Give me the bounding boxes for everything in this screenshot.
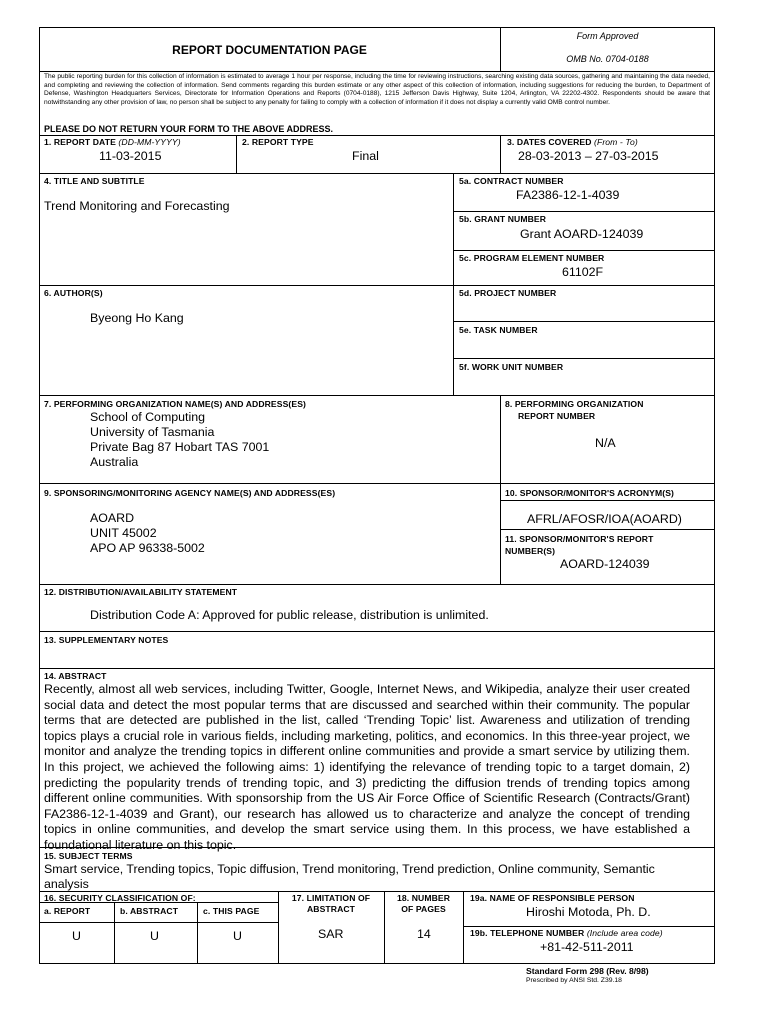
telephone-label: 19b. TELEPHONE NUMBER (Include area code): [470, 928, 663, 938]
sponsoring-agency-label: 9. SPONSORING/MONITORING AGENCY NAME(S) AND ADDRESS(ES): [44, 488, 336, 498]
authors-label: 6. AUTHOR(S): [44, 288, 103, 298]
col-line: [453, 173, 454, 395]
distribution-value: Distribution Code A: Approved for public release, distribution is unlimited.: [90, 608, 489, 622]
address-line: UNIT 45002: [90, 526, 157, 540]
address-line: APO AP 96338-5002: [90, 541, 205, 555]
abstract-class-label: b. ABSTRACT: [120, 906, 179, 916]
report-date-value: 11-03-2015: [99, 149, 162, 163]
abstract-text: Recently, almost all web services, including Twitter, Google, Internet News, and Wikipedia, analyze their user created social data and detect the most popular terms that are discussed and searched within their community. The popular terms that are detected are published in the list, called ‘Trending Topic’ list. Awareness and utilization of trending topics plays a crucial role in various fields, including marketing, politics, and economics. In this three-year project, we monitor and analyze the trending topics in different online communities and provide a smart service by utilizing them. In this project, we achieved the following aims: 1) identifying the relevance of trending topic to a target domain, 2) predicting the popularity trends of trending topic, and 3) predicting the diffusion trends of trending topics among different online communities. With sponsorship from the US Air Force Office of Scientific Research (Contracts/Grant) FA2386-12-1-4039 and Grant), our research has allowed us to characterize and analyze the concept of trending topics in online communities, and develop the smart service using them. In this process, we have established a foundational literature on this topic.: [44, 682, 690, 852]
row-line: [463, 926, 715, 927]
sponsor-report-number-value: AOARD-124039: [560, 557, 650, 571]
row-line: [39, 483, 715, 484]
limitation-value: SAR: [318, 927, 344, 941]
performing-org-label: 7. PERFORMING ORGANIZATION NAME(S) AND ADDRESS(ES): [44, 399, 307, 409]
abstract-class-value: U: [150, 929, 159, 943]
prescribed-by-label: Prescribed by ANSI Std. Z39.18: [526, 977, 622, 984]
contract-number-value: FA2386-12-1-4039: [516, 188, 620, 202]
col-line: [114, 902, 115, 964]
row-line: [39, 847, 715, 848]
form-approved-text: Form Approved: [576, 31, 639, 41]
number-of-pages-label: 18. NUMBER OF PAGES: [396, 893, 451, 914]
dates-covered-label: 3. DATES COVERED (From - To): [507, 137, 638, 147]
row-line: [453, 358, 715, 359]
performing-report-number-label: 8. PERFORMING ORGANIZATION REPORT NUMBER: [505, 399, 644, 421]
row-line: [39, 395, 715, 396]
row-line: [453, 211, 715, 212]
dates-covered-value: 28-03-2013 – 27-03-2015: [518, 149, 659, 163]
address-line: Australia: [90, 455, 139, 469]
row-line: [39, 285, 715, 286]
report-class-value: U: [72, 929, 81, 943]
subject-terms-label: 15. SUBJECT TERMS: [44, 851, 133, 861]
row-line: [453, 321, 715, 322]
row-line: [39, 922, 278, 923]
contract-number-label: 5a. CONTRACT NUMBER: [459, 176, 564, 186]
row-line: [453, 250, 715, 251]
row-line: [39, 891, 715, 892]
this-page-class-value: U: [233, 929, 242, 943]
row-line: [39, 173, 715, 174]
omb-number: OMB No. 0704-0188: [566, 54, 649, 64]
col-line: [197, 902, 198, 964]
report-type-label: 2. REPORT TYPE: [242, 137, 314, 147]
address-line: University of Tasmania: [90, 425, 215, 439]
work-unit-label: 5f. WORK UNIT NUMBER: [459, 362, 564, 372]
row-line: [39, 584, 715, 585]
col-line: [236, 135, 237, 173]
col-line: [463, 891, 464, 964]
row-line: [500, 500, 715, 501]
subject-terms-value: Smart service, Trending topics, Topic diffusion, Trend monitoring, Trend prediction, Online community, Semantic analysis: [44, 862, 655, 891]
title-value: Trend Monitoring and Forecasting: [44, 199, 230, 213]
performing-org-address: [90, 410, 269, 470]
security-classification-label: 16. SECURITY CLASSIFICATION OF:: [44, 893, 196, 903]
responsible-person-value: Hiroshi Motoda, Ph. D.: [526, 905, 651, 919]
distribution-label: 12. DISTRIBUTION/AVAILABILITY STATEMENT: [44, 587, 238, 597]
row-line: [39, 135, 715, 136]
address-line: Private Bag 87 Hobart TAS 7001: [90, 440, 270, 454]
responsible-person-label: 19a. NAME OF RESPONSIBLE PERSON: [470, 893, 635, 903]
row-line: [39, 631, 715, 632]
sponsor-report-number-label: 11. SPONSOR/MONITOR'S REPORT NUMBER(S): [505, 534, 654, 556]
project-number-label: 5d. PROJECT NUMBER: [459, 288, 557, 298]
performing-report-number-value: N/A: [595, 436, 616, 450]
col-line: [500, 395, 501, 584]
do-not-return-notice: PLEASE DO NOT RETURN YOUR FORM TO THE ABOVE ADDRESS.: [44, 124, 334, 134]
standard-form-label: Standard Form 298 (Rev. 8/98): [526, 966, 649, 976]
task-number-label: 5e. TASK NUMBER: [459, 325, 538, 335]
sponsor-acronym-value: AFRL/AFOSR/IOA(AOARD): [527, 512, 682, 526]
abstract-label: 14. ABSTRACT: [44, 671, 107, 681]
sponsoring-agency-address: [90, 511, 205, 556]
row-line: [39, 668, 715, 669]
telephone-value: +81-42-511-2011: [540, 940, 634, 954]
program-element-label: 5c. PROGRAM ELEMENT NUMBER: [459, 253, 605, 263]
burden-notice: The public reporting burden for this collection of information is estimated to average 1 hour per response, including the time for reviewing instructions, searching existing data sources, gathering and maintaining the data needed, and completing and reviewing the collection of information. Send comments regarding this burden estimate or any other aspect of this collection of information, including suggestions for reducing the burden, to Department of Defense, Washington Headquarters Services, Directorate for Information Operations and Reports (0704-0188), 1215 Jefferson Davis Highway, Suite 1204, Arlington, VA 22202-4302. Respondents should be aware that notwithstanding any other provision of law, no person shall be subject to any penalty for failing to comply with a collection of information if it does not display a currently valid OMB control number.: [44, 73, 710, 106]
report-type-value: Final: [352, 149, 379, 163]
grant-number-value: Grant AOARD-124039: [520, 227, 644, 241]
program-element-value: 61102F: [562, 265, 604, 279]
address-line: School of Computing: [90, 410, 206, 424]
page-title: REPORT DOCUMENTATION PAGE: [172, 43, 367, 57]
supplementary-notes-label: 13. SUPPLEMENTARY NOTES: [44, 635, 169, 645]
title-subtitle-label: 4. TITLE AND SUBTITLE: [44, 176, 145, 186]
grant-number-label: 5b. GRANT NUMBER: [459, 214, 547, 224]
address-line: AOARD: [90, 511, 135, 525]
sponsor-acronym-label: 10. SPONSOR/MONITOR'S ACRONYM(S): [505, 488, 675, 498]
report-class-label: a. REPORT: [44, 906, 91, 916]
report-date-label: 1. REPORT DATE (DD-MM-YYYY): [44, 137, 181, 147]
this-page-class-label: c. THIS PAGE: [203, 906, 260, 916]
author-value: Byeong Ho Kang: [90, 311, 184, 325]
col-line: [500, 135, 501, 173]
limitation-label: 17. LIMITATION OF ABSTRACT: [291, 893, 371, 914]
number-of-pages-value: 14: [417, 927, 431, 941]
row-line: [500, 529, 715, 530]
header-bottom-line: [39, 71, 715, 72]
